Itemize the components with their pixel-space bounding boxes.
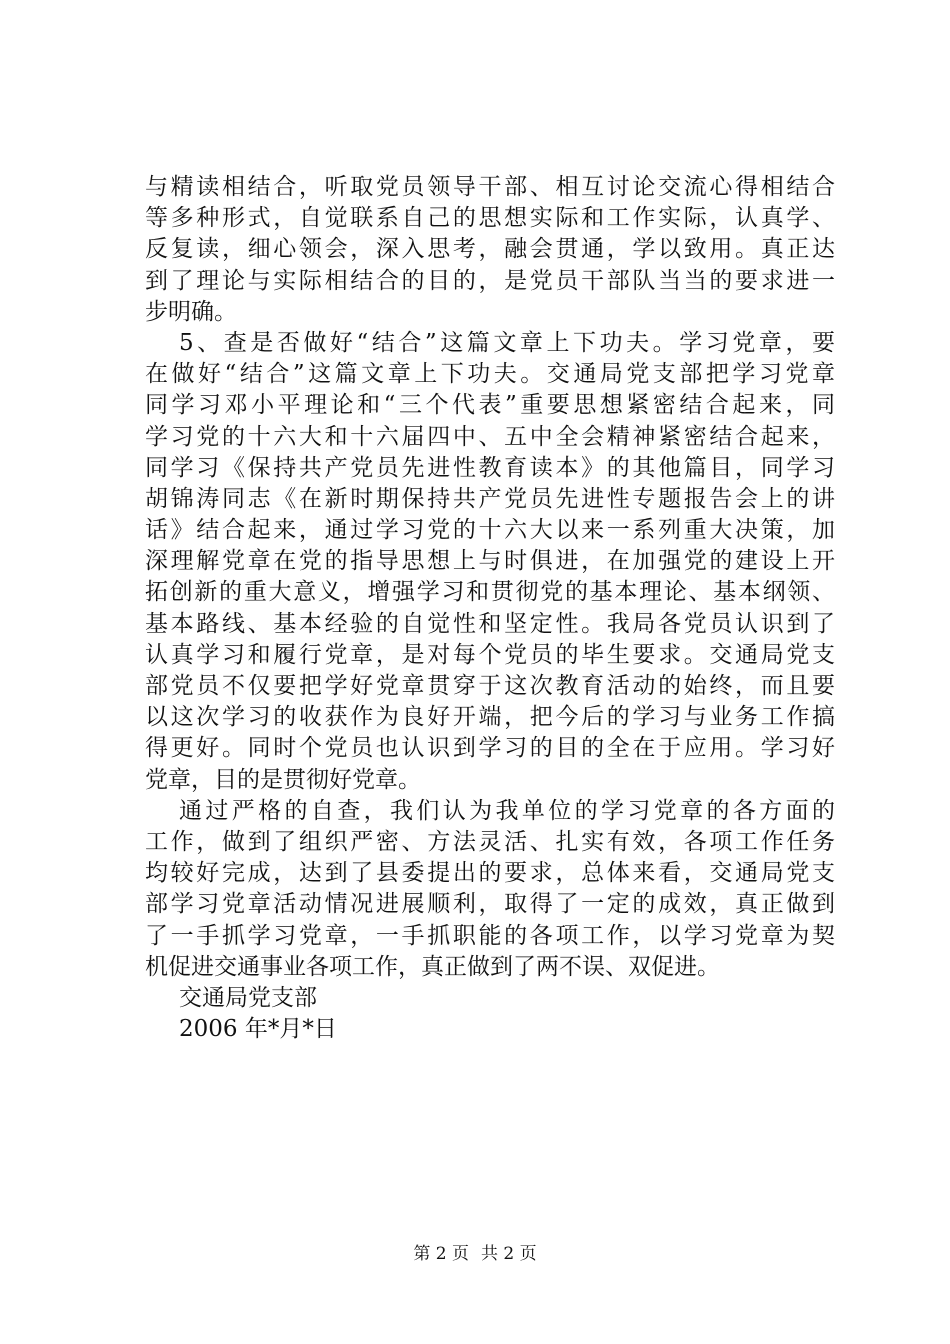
paragraph-line: 5、查是否做好“结合”这篇文章上下功夫。学习党章，要 bbox=[179, 329, 835, 356]
paragraph-line: 学习党的十六大和十六届四中、五中全会精神紧密结合起来， bbox=[145, 423, 835, 450]
page-number-current: 第 2 页 bbox=[413, 1244, 469, 1264]
paragraph-line: 以这次学习的收获作为良好开端，把今后的学习与业务工作搞 bbox=[145, 704, 835, 731]
page-footer bbox=[0, 1243, 950, 1265]
paragraph bbox=[145, 172, 835, 328]
paragraph-line: 机促进交通事业各项工作，真正做到了两不误、双促进。 bbox=[145, 953, 720, 980]
paragraph-line: 深理解党章在党的指导思想上与时俱进，在加强党的建设上开 bbox=[145, 548, 835, 575]
page-number-total: 共 2 页 bbox=[481, 1244, 537, 1264]
paragraph-line: 部党员不仅要把学好党章贯穿于这次教育活动的始终，而且要 bbox=[145, 673, 835, 699]
paragraph-line: 等多种形式，自觉联系自己的思想实际和工作实际，认真学、 bbox=[145, 205, 835, 232]
paragraph bbox=[145, 328, 835, 796]
paragraph-line: 认真学习和履行党章，是对每个党员的毕生要求。交通局党支 bbox=[145, 641, 835, 668]
paragraph-line: 了一手抓学习党章，一手抓职能的各项工作，以学习党章为契 bbox=[145, 922, 835, 949]
signature: 交通局党支部 bbox=[179, 984, 317, 1011]
paragraph-line: 同学习邓小平理论和“三个代表”重要思想紧密结合起来，同 bbox=[145, 392, 835, 419]
paragraph-line: 与精读相结合，听取党员领导干部、相互讨论交流心得相结合 bbox=[145, 174, 835, 200]
paragraph-line: 通过严格的自查，我们认为我单位的学习党章的各方面的 bbox=[179, 797, 835, 824]
paragraph-line: 党章，目的是贯彻好党章。 bbox=[145, 766, 421, 793]
paragraph-line: 工作，做到了组织严密、方法灵活、扎实有效，各项工作任务 bbox=[145, 828, 835, 855]
document-body bbox=[145, 172, 835, 1045]
paragraph-line: 步明确。 bbox=[145, 298, 237, 325]
paragraph-line: 基本路线、基本经验的自觉性和坚定性。我局各党员认识到了 bbox=[145, 610, 835, 637]
paragraph-line: 胡锦涛同志《在新时期保持共产党员先进性专题报告会上的讲 bbox=[145, 485, 835, 512]
paragraph-line: 同学习《保持共产党员先进性教育读本》的其他篇目，同学习 bbox=[145, 454, 835, 481]
paragraph-line: 均较好完成，达到了县委提出的要求，总体来看，交通局党支 bbox=[145, 860, 835, 887]
paragraph-line: 到了理论与实际相结合的目的，是党员干部队当当的要求进一 bbox=[145, 267, 835, 294]
paragraph-line: 得更好。同时个党员也认识到学习的目的全在于应用。学习好 bbox=[145, 735, 835, 762]
paragraph-line: 在做好“结合”这篇文章上下功夫。交通局党支部把学习党章 bbox=[145, 361, 835, 388]
paragraph-line: 拓创新的重大意义，增强学习和贯彻党的基本理论、基本纲领、 bbox=[145, 579, 835, 606]
paragraph-line: 部学习党章活动情况进展顺利，取得了一定的成效，真正做到 bbox=[145, 891, 835, 918]
paragraph-line: 话》结合起来，通过学习党的十六大以来一系列重大决策，加 bbox=[145, 517, 835, 544]
paragraph-line: 反复读，细心领会，深入思考，融会贯通，学以致用。真正达 bbox=[145, 236, 835, 263]
document-date: 2006 年*月*日 bbox=[179, 1016, 337, 1043]
paragraph bbox=[145, 796, 835, 983]
